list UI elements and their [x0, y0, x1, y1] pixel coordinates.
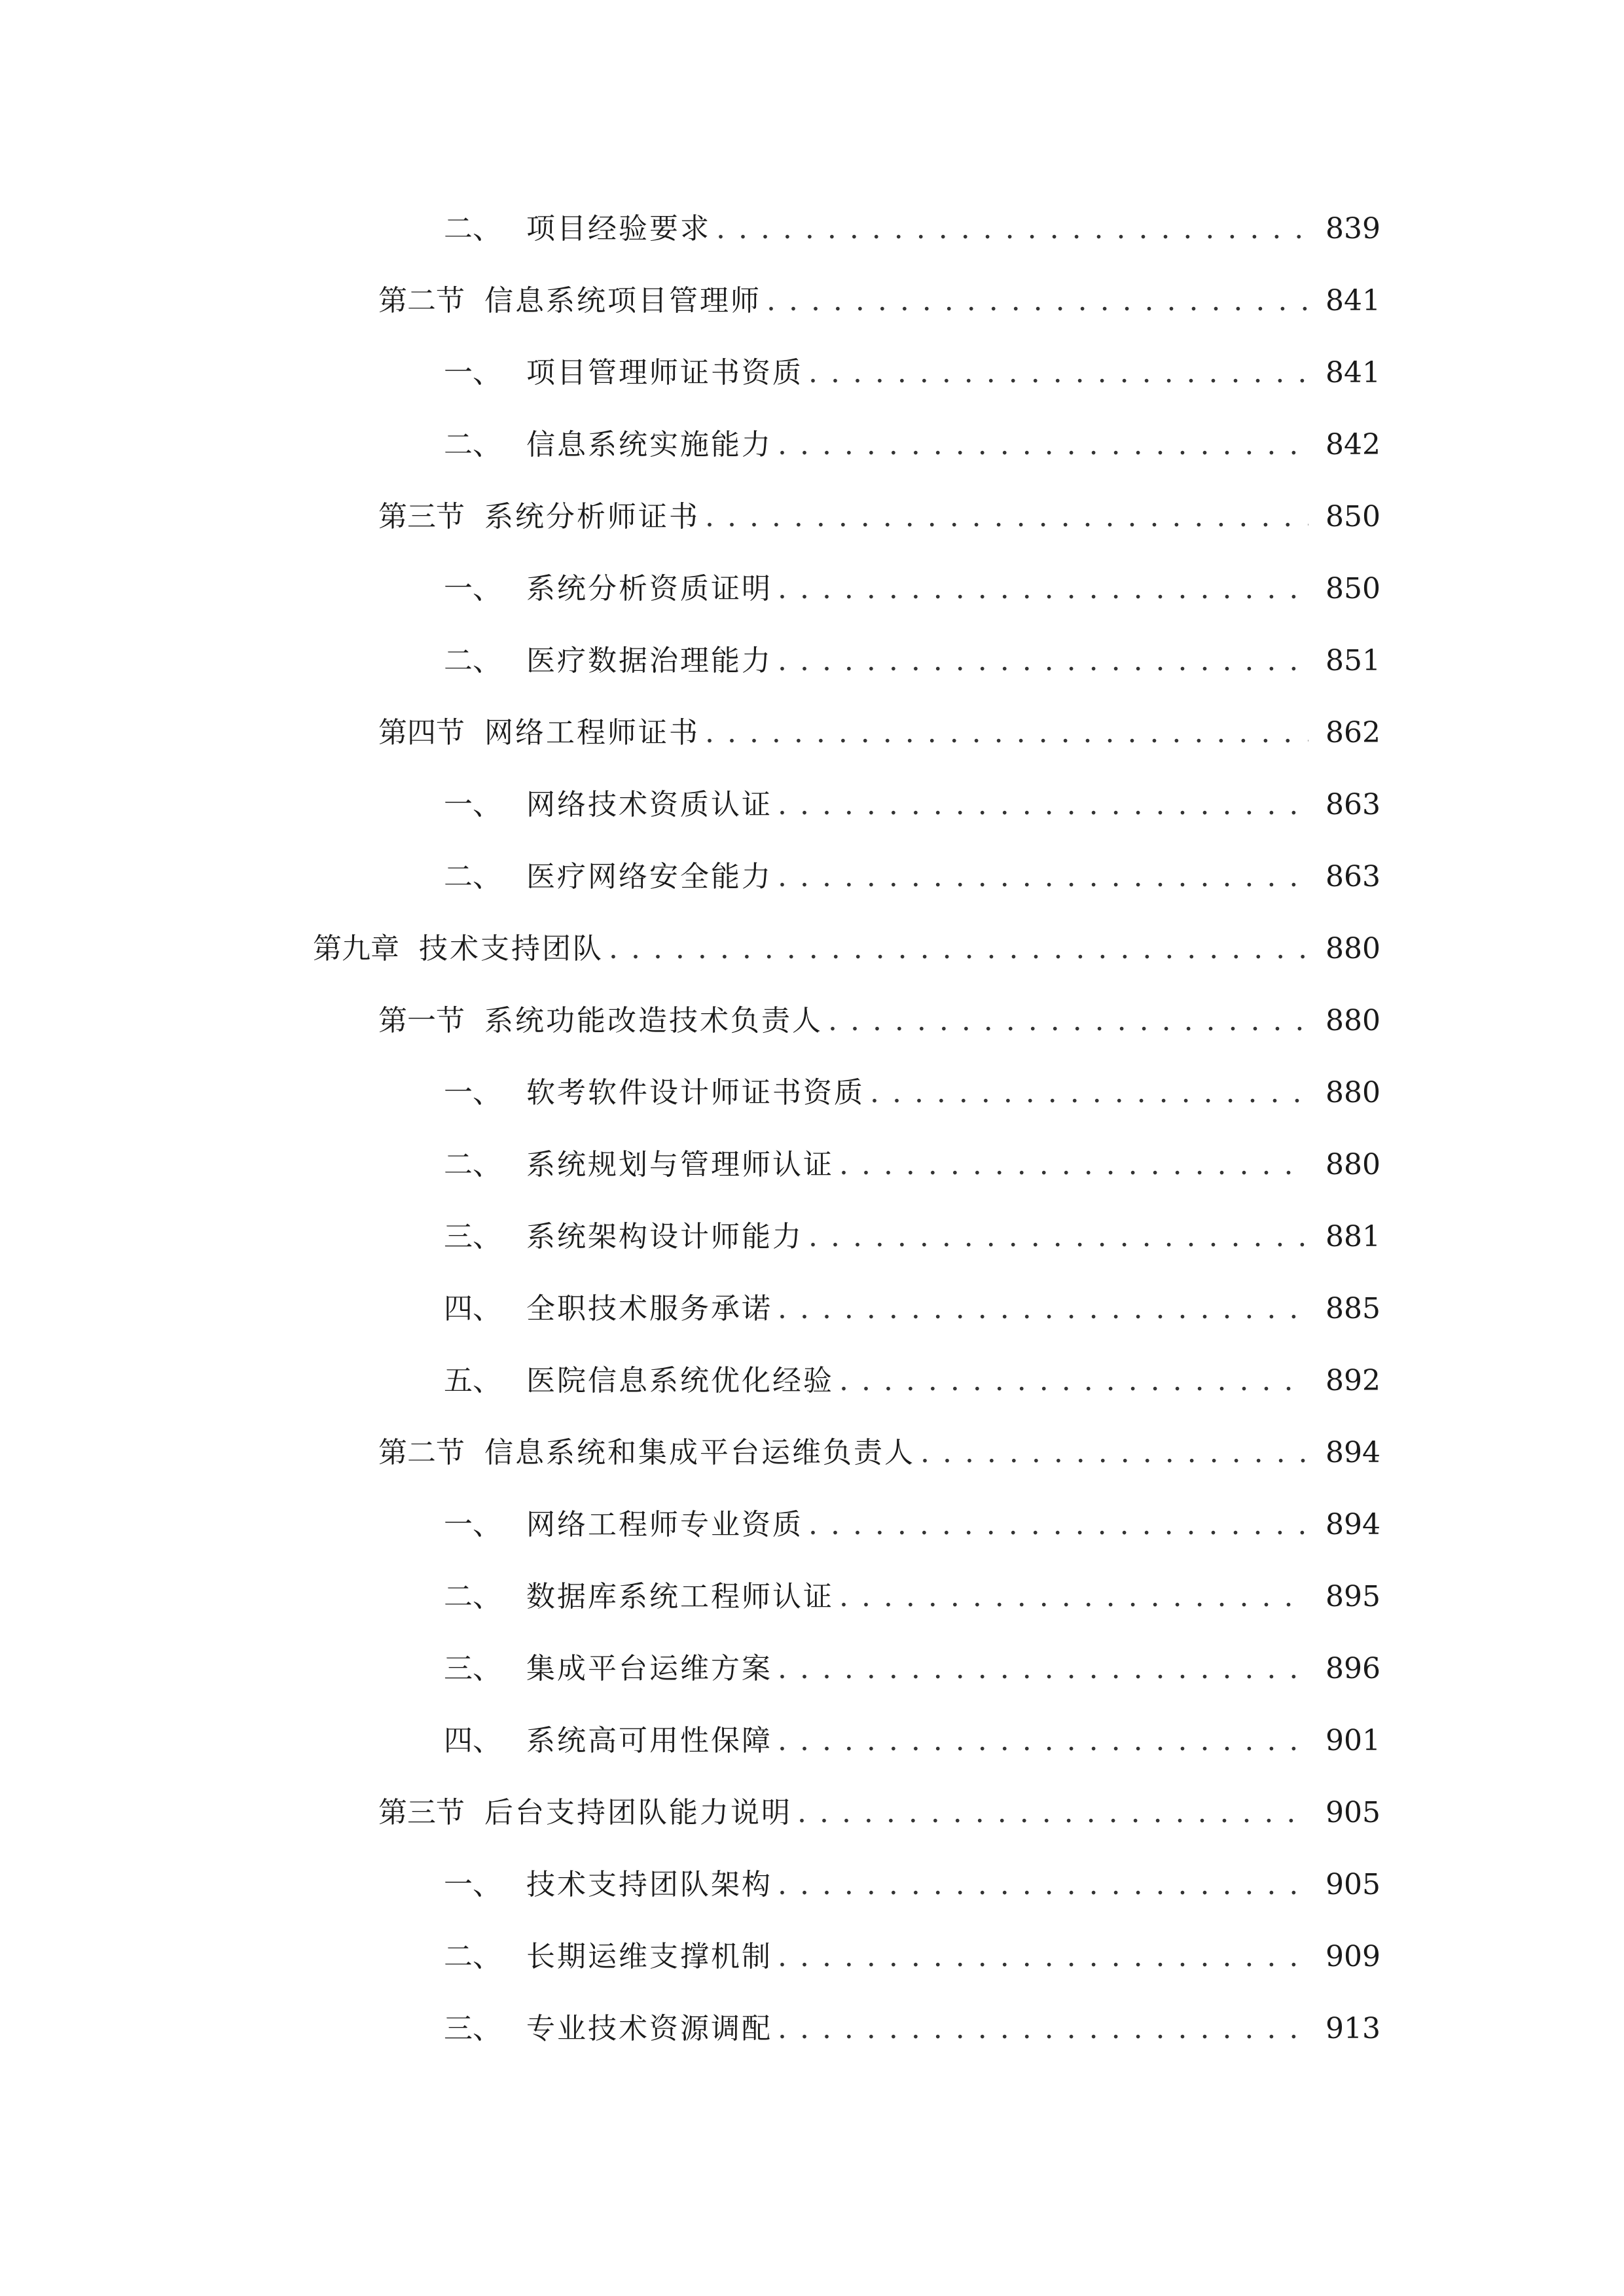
entry-number: 一、 [444, 1508, 501, 1541]
dot-leader [778, 1283, 1308, 1335]
entry-page-number: 880 [1326, 932, 1380, 965]
entry-number: 第四节 [378, 716, 465, 749]
toc-entry[interactable] [444, 1571, 1380, 1623]
entry-title: 技术支持团队 [419, 932, 604, 965]
entry-number: 四、 [444, 1724, 501, 1757]
dot-leader [705, 707, 1308, 759]
entry-page-number: 880 [1326, 1076, 1380, 1109]
entry-page-number: 881 [1326, 1220, 1380, 1253]
dot-leader [808, 347, 1308, 399]
entry-number: 一、 [444, 1076, 501, 1109]
entry-page-number: 839 [1326, 212, 1380, 245]
dot-leader [839, 1139, 1308, 1191]
entry-page-number: 894 [1326, 1508, 1380, 1541]
entry-title: 专业技术资源调配 [526, 2012, 772, 2045]
entry-number: 二、 [444, 644, 501, 677]
entry-number: 二、 [444, 860, 501, 893]
dot-leader [778, 1643, 1308, 1695]
entry-number: 三、 [444, 1220, 501, 1253]
toc-entry[interactable] [444, 851, 1380, 903]
entry-number: 一、 [444, 572, 501, 605]
entry-number: 第二节 [378, 284, 465, 317]
entry-page-number: 863 [1326, 788, 1380, 821]
entry-number: 三、 [444, 1652, 501, 1685]
dot-leader [778, 779, 1308, 831]
entry-page-number: 880 [1326, 1004, 1380, 1037]
toc-entry[interactable] [313, 923, 1380, 975]
dot-leader [778, 635, 1308, 687]
toc-entry[interactable] [378, 995, 1380, 1047]
dot-leader [778, 1931, 1308, 1983]
toc-entry[interactable] [444, 1715, 1380, 1767]
entry-title: 医院信息系统优化经验 [526, 1364, 834, 1397]
entry-title: 系统分析资质证明 [526, 572, 772, 605]
dot-leader [797, 1787, 1308, 1839]
toc-entry[interactable] [444, 1643, 1380, 1695]
entry-title: 数据库系统工程师认证 [526, 1580, 834, 1613]
entry-page-number: 892 [1326, 1364, 1380, 1397]
entry-number: 一、 [444, 356, 501, 389]
entry-number: 一、 [444, 788, 501, 821]
toc-entry[interactable] [444, 1355, 1380, 1407]
dot-leader [778, 1859, 1308, 1911]
entry-number: 二、 [444, 1940, 501, 1973]
toc-entry[interactable] [378, 275, 1380, 327]
entry-page-number: 841 [1326, 356, 1380, 389]
entry-title: 系统高可用性保障 [526, 1724, 772, 1757]
toc-entry[interactable] [444, 563, 1380, 615]
toc-entry[interactable] [444, 1931, 1380, 1983]
toc-entry[interactable] [444, 1067, 1380, 1119]
dot-leader [839, 1571, 1308, 1623]
entry-title: 医疗数据治理能力 [526, 644, 772, 677]
entry-number: 第一节 [378, 1004, 465, 1037]
entry-title: 系统规划与管理师认证 [526, 1148, 834, 1181]
entry-page-number: 863 [1326, 860, 1380, 893]
dot-leader [778, 1715, 1308, 1767]
dot-leader [778, 419, 1308, 471]
entry-title: 项目管理师证书资质 [526, 356, 803, 389]
entry-title: 后台支持团队能力说明 [484, 1796, 792, 1829]
entry-number: 三、 [444, 2012, 501, 2045]
entry-number: 二、 [444, 212, 501, 245]
dot-leader [870, 1067, 1308, 1119]
entry-number: 二、 [444, 1580, 501, 1613]
toc-entry[interactable] [378, 1787, 1380, 1839]
toc-entry[interactable] [444, 1139, 1380, 1191]
dot-leader [778, 851, 1308, 903]
entry-title: 系统功能改造技术负责人 [484, 1004, 823, 1037]
toc-entry[interactable] [378, 707, 1380, 759]
dot-leader [839, 1355, 1308, 1407]
dot-leader [778, 2003, 1308, 2055]
entry-title: 网络工程师证书 [484, 716, 700, 749]
toc-entry[interactable] [444, 419, 1380, 471]
entry-number: 第三节 [378, 500, 465, 533]
dot-leader [808, 1499, 1308, 1551]
entry-title: 网络技术资质认证 [526, 788, 772, 821]
entry-number: 第二节 [378, 1436, 465, 1469]
entry-title: 技术支持团队架构 [526, 1868, 772, 1901]
entry-title: 系统架构设计师能力 [526, 1220, 803, 1253]
entry-title: 系统分析师证书 [484, 500, 700, 533]
toc-entry[interactable] [378, 491, 1380, 543]
entry-title: 长期运维支撑机制 [526, 1940, 772, 1973]
entry-page-number: 851 [1326, 644, 1380, 677]
dot-leader [808, 1211, 1308, 1263]
dot-leader [705, 491, 1308, 543]
toc-entry[interactable] [444, 635, 1380, 687]
dot-leader [716, 203, 1308, 255]
toc-entry[interactable] [444, 347, 1380, 399]
entry-number: 五、 [444, 1364, 501, 1397]
dot-leader [609, 923, 1308, 975]
entry-page-number: 880 [1326, 1148, 1380, 1181]
entry-page-number: 885 [1326, 1292, 1380, 1325]
toc-entry[interactable] [444, 1499, 1380, 1551]
entry-page-number: 850 [1326, 500, 1380, 533]
entry-title: 信息系统和集成平台运维负责人 [484, 1436, 915, 1469]
entry-page-number: 842 [1326, 428, 1380, 461]
entry-page-number: 905 [1326, 1796, 1380, 1829]
toc-entry[interactable] [378, 1427, 1380, 1479]
entry-number: 第九章 [313, 932, 399, 965]
entry-title: 全职技术服务承诺 [526, 1292, 772, 1325]
entry-title: 信息系统实施能力 [526, 428, 772, 461]
dot-leader [767, 275, 1308, 327]
entry-title: 软考软件设计师证书资质 [526, 1076, 865, 1109]
entry-title: 网络工程师专业资质 [526, 1508, 803, 1541]
entry-page-number: 905 [1326, 1868, 1380, 1901]
entry-number: 一、 [444, 1868, 501, 1901]
entry-page-number: 850 [1326, 572, 1380, 605]
entry-page-number: 841 [1326, 284, 1380, 317]
entry-page-number: 909 [1326, 1940, 1380, 1973]
toc-entry[interactable] [444, 1211, 1380, 1263]
entry-title: 集成平台运维方案 [526, 1652, 772, 1685]
toc-entry[interactable] [444, 1859, 1380, 1911]
toc-entry[interactable] [444, 1283, 1380, 1335]
entry-page-number: 895 [1326, 1580, 1380, 1613]
entry-number: 第三节 [378, 1796, 465, 1829]
entry-title: 信息系统项目管理师 [484, 284, 761, 317]
entry-number: 二、 [444, 1148, 501, 1181]
entry-number: 四、 [444, 1292, 501, 1325]
entry-page-number: 862 [1326, 716, 1380, 749]
toc-entry[interactable] [444, 2003, 1380, 2055]
entry-title: 医疗网络安全能力 [526, 860, 772, 893]
entry-page-number: 913 [1326, 2012, 1380, 2045]
entry-page-number: 896 [1326, 1652, 1380, 1685]
dot-leader [828, 995, 1308, 1047]
toc-entry[interactable] [444, 203, 1380, 255]
dot-leader [920, 1427, 1308, 1479]
entry-number: 二、 [444, 428, 501, 461]
entry-title: 项目经验要求 [526, 212, 711, 245]
dot-leader [778, 563, 1308, 615]
toc-entry[interactable] [444, 779, 1380, 831]
entry-page-number: 894 [1326, 1436, 1380, 1469]
entry-page-number: 901 [1326, 1724, 1380, 1757]
